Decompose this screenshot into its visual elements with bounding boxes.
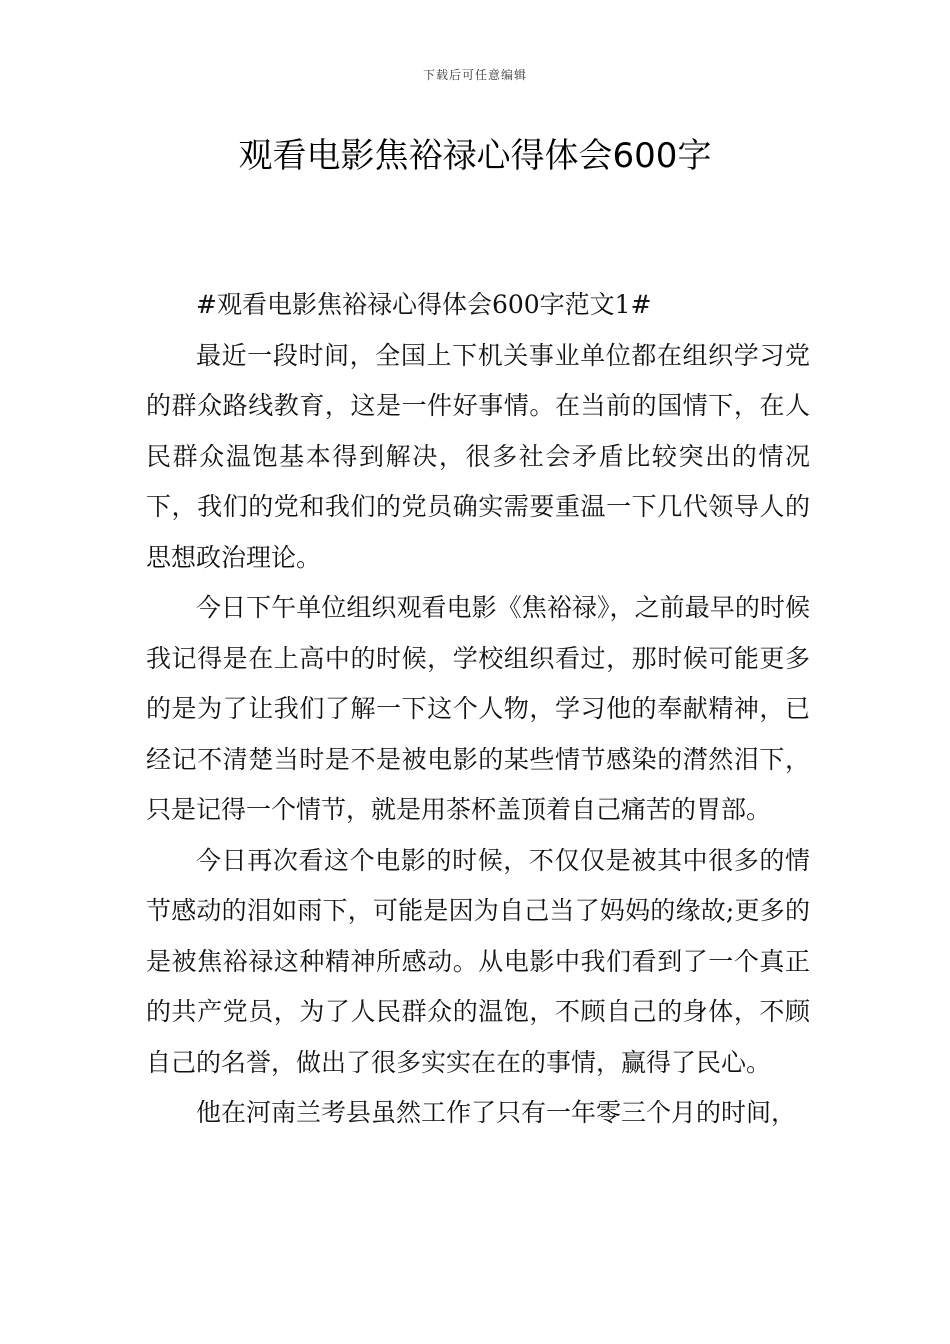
paragraph: 最近一段时间，全国上下机关事业单位都在组织学习党的群众路线教育，这是一件好事情。在当前的国情下，在人民群众温饱基本得到解决，很多社会矛盾比较突出的情况下，我们的党和我们的党员确实需要重温一下几代领导人的思想政治理论。 <box>146 340 810 572</box>
section-heading: #观看电影焦裕禄心得体会600字范文1# <box>196 290 652 319</box>
document-title: 观看电影焦裕禄心得体会600字 <box>238 136 712 176</box>
paragraph: 今日再次看这个电影的时候，不仅仅是被其中很多的情节感动的泪如雨下，可能是因为自己当了妈妈的缘故;更多的是被焦裕禄这种精神所感动。从电影中我们看到了一个真正的共产党员，为了人民群众的温饱，不顾自己的身体，不顾自己的名誉，做出了很多实实在在的事情，赢得了民心。 <box>146 845 810 1077</box>
paragraph: 他在河南兰考县虽然工作了只有一年零三个月的时间， <box>196 1098 797 1127</box>
paragraph: 今日下午单位组织观看电影《焦裕禄》，之前最早的时候我记得是在上高中的时候，学校组织看过，那时候可能更多的是为了让我们了解一下这个人物，学习他的奉献精神，已经记不清楚当时是不是被电影的某些情节感染的潸然泪下，只是记得一个情节，就是用茶杯盖顶着自己痛苦的胃部。 <box>146 593 810 824</box>
header-note: 下载后可任意编辑 <box>422 68 527 82</box>
document-body <box>146 280 810 1139</box>
